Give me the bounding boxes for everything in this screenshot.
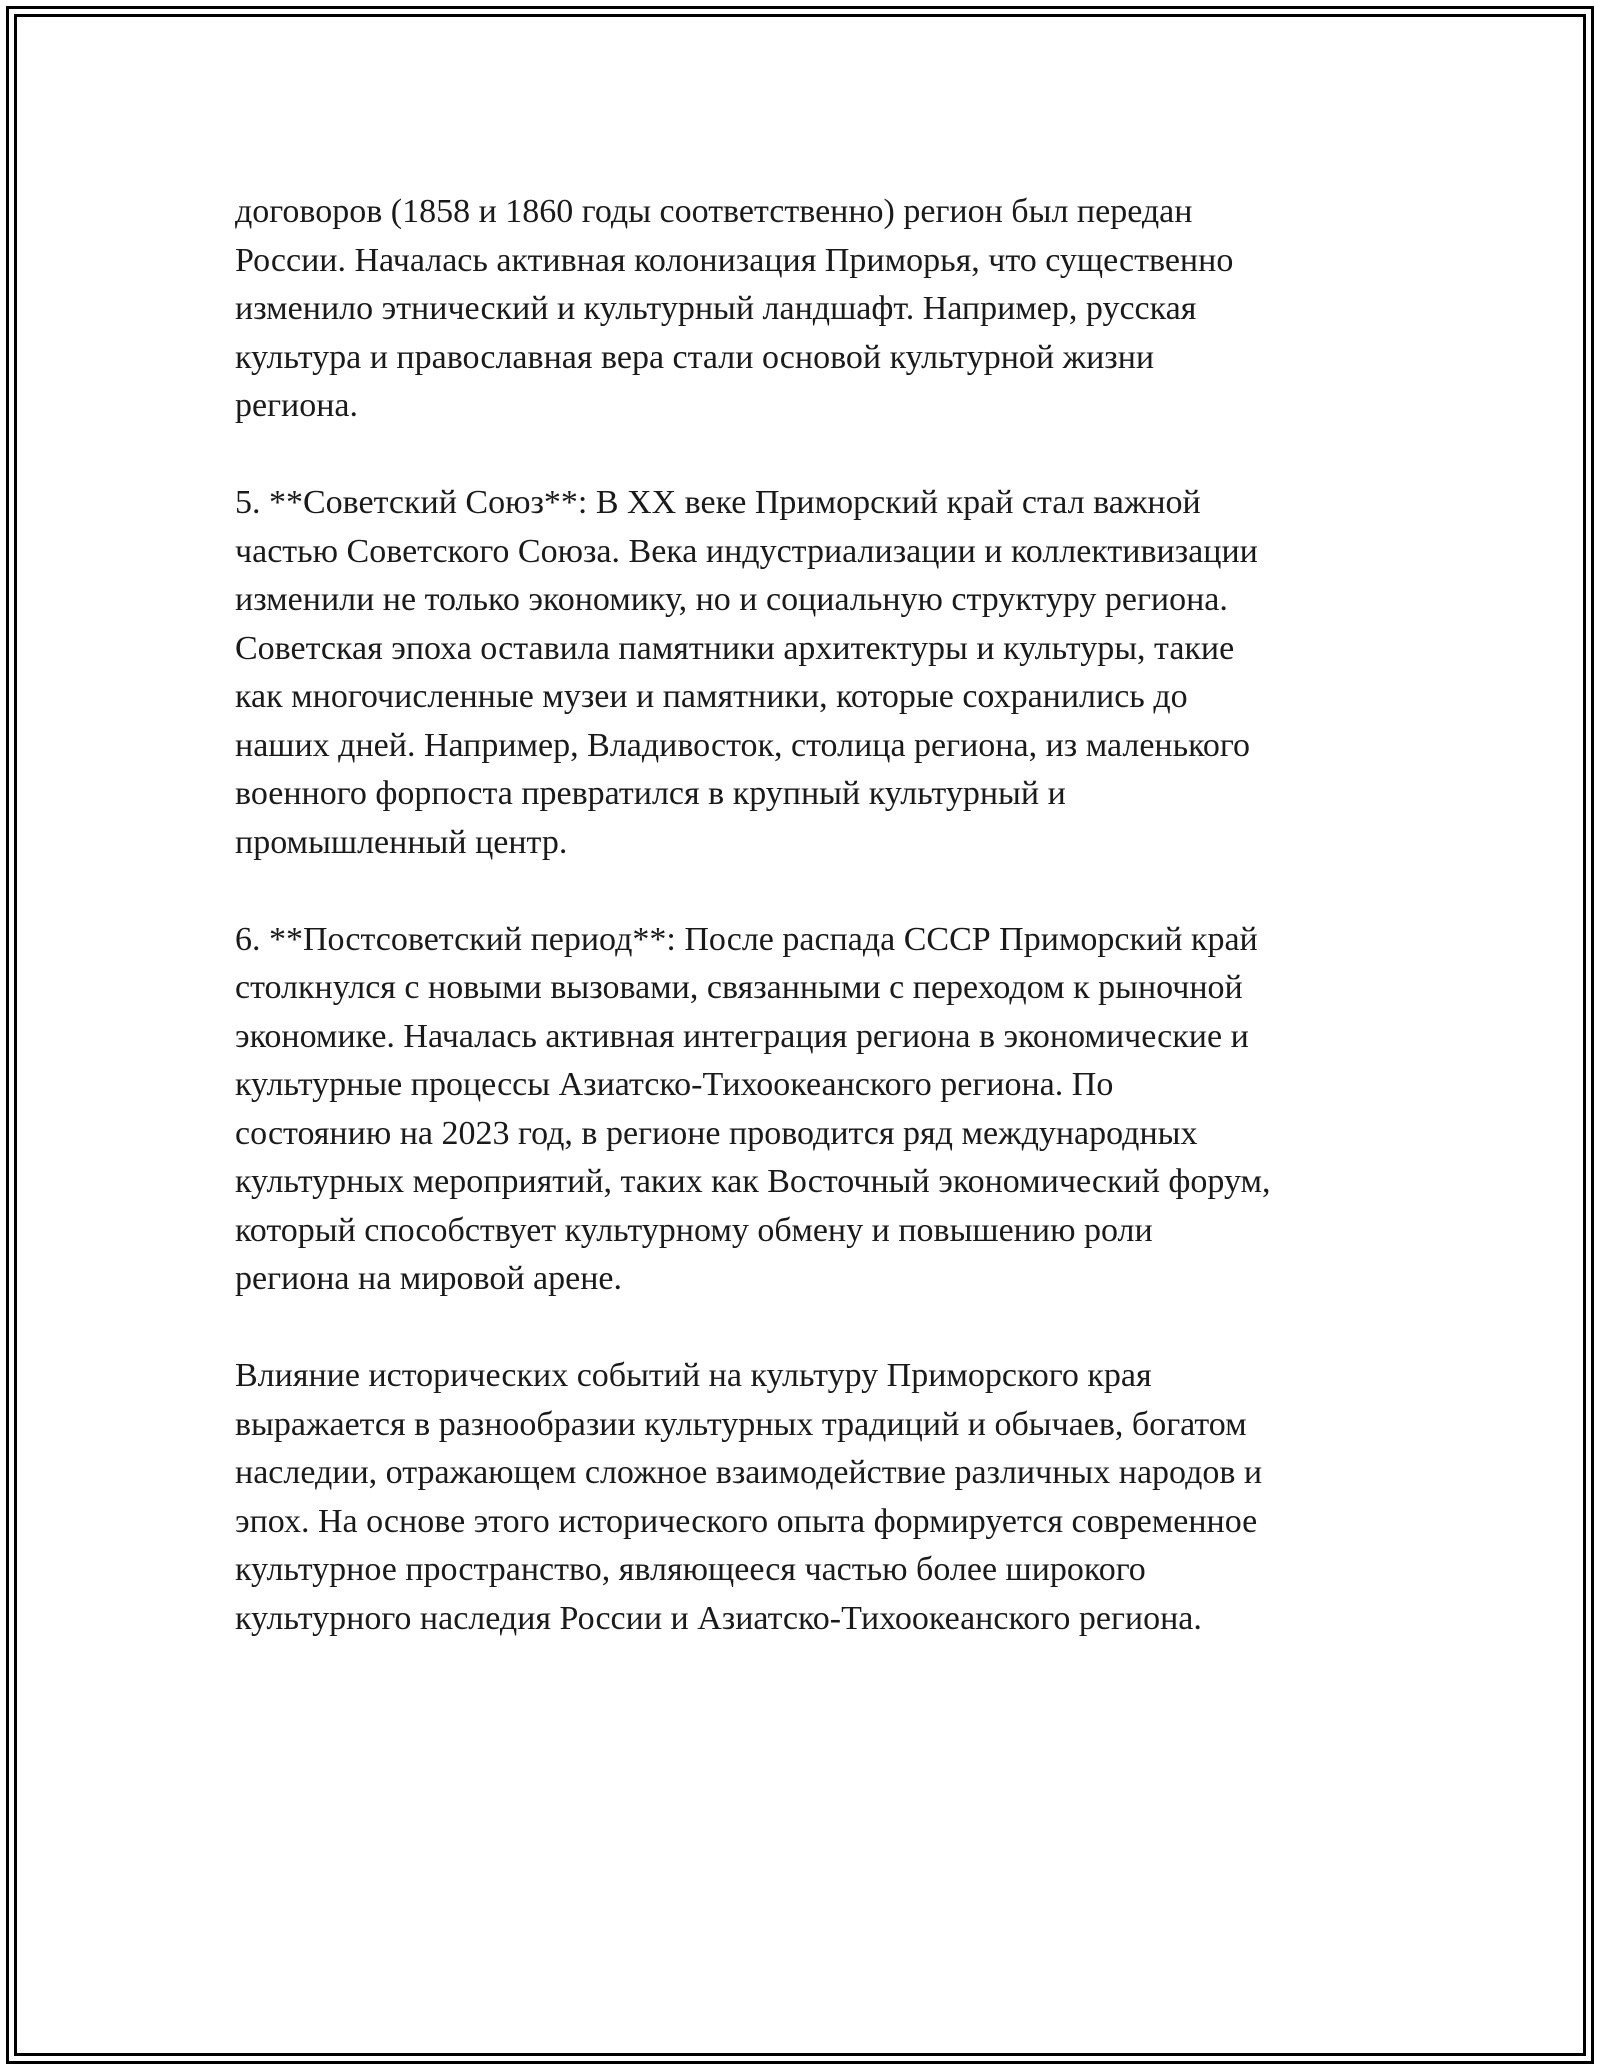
- text-line: эпох. На основе этого исторического опыта формируется современное: [235, 1502, 1258, 1540]
- text-line: наших дней. Например, Владивосток, столица региона, из маленького: [235, 726, 1251, 764]
- document-body: [235, 188, 1375, 1692]
- text-line: изменило этнический и культурный ландшафт. Например, русская: [235, 290, 1197, 327]
- paragraph-colonization: [235, 188, 1375, 431]
- text-line: культура и православная вера стали основой культурной жизни: [235, 338, 1155, 376]
- text-line: Советская эпоха оставила памятники архитектуры и культуры, такие: [235, 629, 1235, 667]
- text-line: столкнулся с новыми вызовами, связанными с переходом к рыночной: [235, 969, 1243, 1006]
- text-line: выражается в разнообразии культурных традиций и обычаев, богатом: [235, 1405, 1247, 1443]
- text-line: частью Советского Союза. Века индустриализации и коллективизации: [235, 532, 1258, 570]
- text-line: 6. **Постсоветский период**: После распада СССР Приморский край: [235, 920, 1258, 958]
- paragraph-soviet-union: [235, 479, 1375, 867]
- text-line: промышленный центр.: [235, 823, 568, 861]
- text-line: культурные процессы Азиатско-Тихоокеанского региона. По: [235, 1066, 1114, 1103]
- text-line: договоров (1858 и 1860 годы соответственно) регион был передан: [235, 193, 1193, 230]
- text-line: культурного наследия России и Азиатско-Тихоокеанского региона.: [235, 1599, 1202, 1637]
- text-line: как многочисленные музеи и памятники, которые сохранились до: [235, 678, 1188, 715]
- text-line: России. Началась активная колонизация Приморья, что существенно: [235, 241, 1234, 279]
- text-line: культурных мероприятий, таких как Восточный экономический форум,: [235, 1163, 1271, 1200]
- text-line: Влияние исторических событий на культуру Приморского края: [235, 1357, 1152, 1394]
- text-line: экономике. Началась активная интеграция региона в экономические и: [235, 1017, 1249, 1055]
- paragraph-conclusion: [235, 1352, 1375, 1643]
- text-line: военного форпоста превратился в крупный культурный и: [235, 775, 1066, 812]
- text-line: 5. **Советский Союз**: В XX веке Приморский край стал важной: [235, 484, 1201, 521]
- text-line: который способствует культурному обмену и повышению роли: [235, 1211, 1153, 1249]
- text-line: региона на мировой арене.: [235, 1260, 622, 1297]
- text-line: наследии, отражающем сложное взаимодействие различных народов и: [235, 1454, 1263, 1491]
- text-line: культурное пространство, являющееся частью более широкого: [235, 1551, 1146, 1588]
- paragraph-post-soviet: [235, 916, 1375, 1304]
- text-line: изменили не только экономику, но и социальную структуру региона.: [235, 581, 1228, 618]
- text-line: региона.: [235, 387, 359, 424]
- text-line: состоянию на 2023 год, в регионе проводится ряд международных: [235, 1114, 1198, 1152]
